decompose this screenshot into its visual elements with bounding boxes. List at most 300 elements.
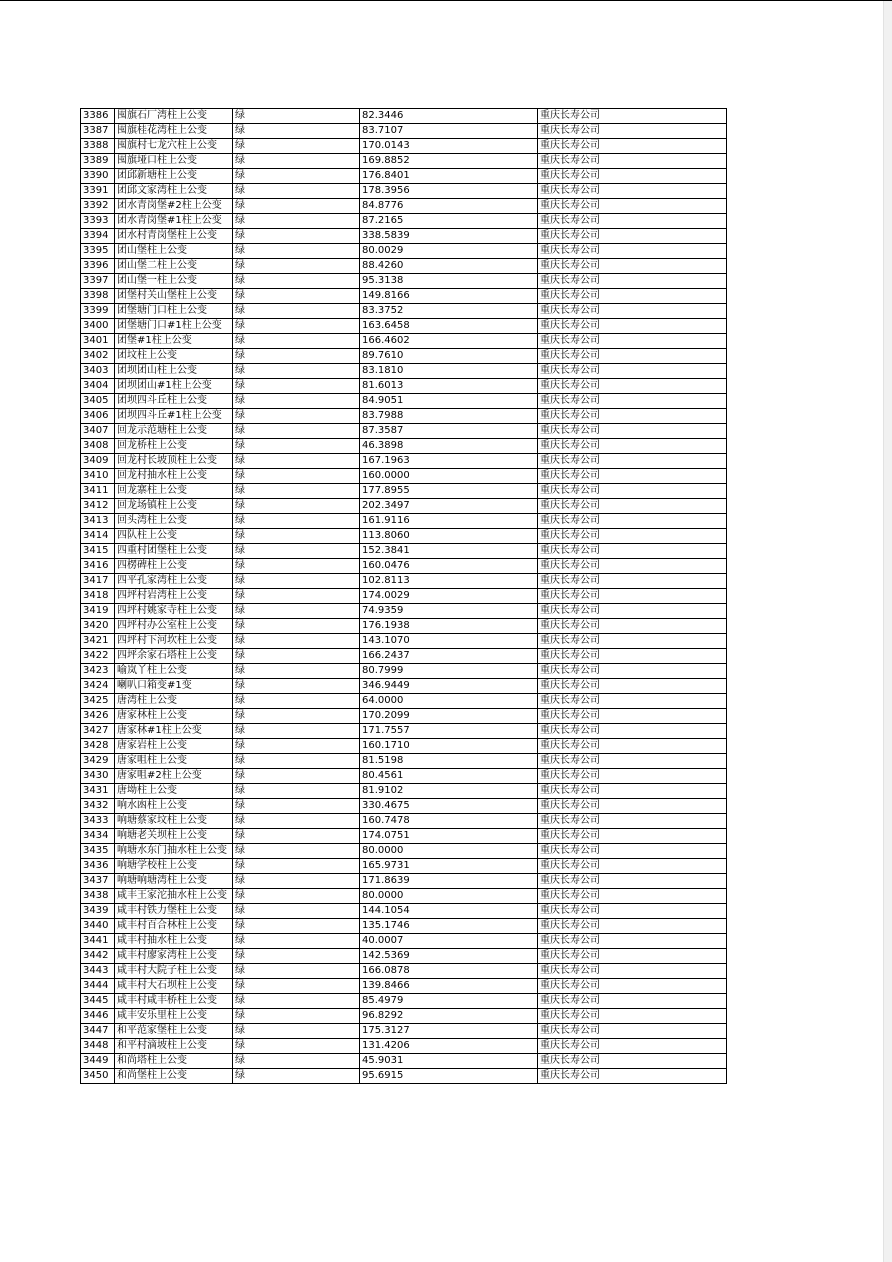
company-cell: 重庆长寿公司	[538, 334, 727, 349]
table-row	[81, 589, 727, 604]
load-value-cell: 45.9031	[360, 1054, 538, 1069]
station-name-cell: 响塘水东门抽水柱上公变	[115, 844, 233, 859]
row-number-cell: 3441	[81, 934, 115, 949]
station-name-cell: 四坪村办公室柱上公变	[115, 619, 233, 634]
table-row	[81, 469, 727, 484]
load-value-cell: 169.8852	[360, 154, 538, 169]
table-row	[81, 949, 727, 964]
company-cell: 重庆长寿公司	[538, 499, 727, 514]
load-value-cell: 160.1710	[360, 739, 538, 754]
status-cell: 绿	[233, 874, 360, 889]
load-value-cell: 89.7610	[360, 349, 538, 364]
row-number-cell: 3432	[81, 799, 115, 814]
station-name-cell: 回龙村抽水柱上公变	[115, 469, 233, 484]
load-value-cell: 160.0000	[360, 469, 538, 484]
company-cell: 重庆长寿公司	[538, 1054, 727, 1069]
station-name-cell: 咸丰村咸丰桥柱上公变	[115, 994, 233, 1009]
table-row	[81, 514, 727, 529]
station-name-cell: 四坪余家石塔柱上公变	[115, 649, 233, 664]
status-cell: 绿	[233, 709, 360, 724]
row-number-cell: 3386	[81, 109, 115, 124]
station-name-cell: 回龙寨柱上公变	[115, 484, 233, 499]
row-number-cell: 3389	[81, 154, 115, 169]
status-cell: 绿	[233, 964, 360, 979]
row-number-cell: 3400	[81, 319, 115, 334]
company-cell: 重庆长寿公司	[538, 634, 727, 649]
station-name-cell: 响塘学校柱上公变	[115, 859, 233, 874]
company-cell: 重庆长寿公司	[538, 469, 727, 484]
station-name-cell: 唐家林#1柱上公变	[115, 724, 233, 739]
company-cell: 重庆长寿公司	[538, 619, 727, 634]
load-value-cell: 170.0143	[360, 139, 538, 154]
status-cell: 绿	[233, 334, 360, 349]
company-cell: 重庆长寿公司	[538, 184, 727, 199]
status-cell: 绿	[233, 679, 360, 694]
station-name-cell: 囤旗石厂湾柱上公变	[115, 109, 233, 124]
table-row	[81, 214, 727, 229]
status-cell: 绿	[233, 1024, 360, 1039]
status-cell: 绿	[233, 694, 360, 709]
load-value-cell: 81.5198	[360, 754, 538, 769]
status-cell: 绿	[233, 1054, 360, 1069]
status-cell: 绿	[233, 544, 360, 559]
row-number-cell: 3434	[81, 829, 115, 844]
station-name-cell: 回龙村长坡顶柱上公变	[115, 454, 233, 469]
load-value-cell: 131.4206	[360, 1039, 538, 1054]
table-row	[81, 1054, 727, 1069]
company-cell: 重庆长寿公司	[538, 979, 727, 994]
row-number-cell: 3437	[81, 874, 115, 889]
station-name-cell: 喻岚丫柱上公变	[115, 664, 233, 679]
status-cell: 绿	[233, 289, 360, 304]
status-cell: 绿	[233, 784, 360, 799]
status-cell: 绿	[233, 649, 360, 664]
table-row	[81, 679, 727, 694]
table-body	[81, 109, 727, 1084]
station-name-cell: 团邱文家湾柱上公变	[115, 184, 233, 199]
row-number-cell: 3442	[81, 949, 115, 964]
row-number-cell: 3387	[81, 124, 115, 139]
row-number-cell: 3447	[81, 1024, 115, 1039]
status-cell: 绿	[233, 844, 360, 859]
company-cell: 重庆长寿公司	[538, 364, 727, 379]
company-cell: 重庆长寿公司	[538, 259, 727, 274]
table-row	[81, 919, 727, 934]
table-row	[81, 349, 727, 364]
load-value-cell: 64.0000	[360, 694, 538, 709]
station-name-cell: 唐湾柱上公变	[115, 694, 233, 709]
station-name-cell: 囤旗村七龙穴柱上公变	[115, 139, 233, 154]
table-row	[81, 799, 727, 814]
status-cell: 绿	[233, 214, 360, 229]
status-cell: 绿	[233, 184, 360, 199]
row-number-cell: 3402	[81, 349, 115, 364]
load-value-cell: 80.0000	[360, 844, 538, 859]
status-cell: 绿	[233, 799, 360, 814]
status-cell: 绿	[233, 979, 360, 994]
company-cell: 重庆长寿公司	[538, 154, 727, 169]
status-cell: 绿	[233, 919, 360, 934]
load-value-cell: 85.4979	[360, 994, 538, 1009]
company-cell: 重庆长寿公司	[538, 559, 727, 574]
company-cell: 重庆长寿公司	[538, 829, 727, 844]
load-value-cell: 166.2437	[360, 649, 538, 664]
load-value-cell: 80.7999	[360, 664, 538, 679]
load-value-cell: 338.5839	[360, 229, 538, 244]
table-row	[81, 409, 727, 424]
load-value-cell: 143.1070	[360, 634, 538, 649]
company-cell: 重庆长寿公司	[538, 994, 727, 1009]
status-cell: 绿	[233, 634, 360, 649]
load-value-cell: 174.0029	[360, 589, 538, 604]
load-value-cell: 81.6013	[360, 379, 538, 394]
table-row	[81, 379, 727, 394]
station-name-cell: 回龙场镇柱上公变	[115, 499, 233, 514]
station-name-cell: 囤旗垭口柱上公变	[115, 154, 233, 169]
table-row	[81, 1039, 727, 1054]
table-row	[81, 319, 727, 334]
load-value-cell: 46.3898	[360, 439, 538, 454]
table-row	[81, 979, 727, 994]
row-number-cell: 3430	[81, 769, 115, 784]
company-cell: 重庆长寿公司	[538, 424, 727, 439]
row-number-cell: 3388	[81, 139, 115, 154]
status-cell: 绿	[233, 589, 360, 604]
load-value-cell: 161.9116	[360, 514, 538, 529]
row-number-cell: 3399	[81, 304, 115, 319]
row-number-cell: 3397	[81, 274, 115, 289]
company-cell: 重庆长寿公司	[538, 319, 727, 334]
row-number-cell: 3450	[81, 1069, 115, 1084]
row-number-cell: 3445	[81, 994, 115, 1009]
row-number-cell: 3443	[81, 964, 115, 979]
station-name-cell: 团山堡一柱上公变	[115, 274, 233, 289]
row-number-cell: 3429	[81, 754, 115, 769]
table-row	[81, 904, 727, 919]
load-value-cell: 174.0751	[360, 829, 538, 844]
company-cell: 重庆长寿公司	[538, 859, 727, 874]
status-cell: 绿	[233, 1039, 360, 1054]
company-cell: 重庆长寿公司	[538, 109, 727, 124]
load-value-cell: 346.9449	[360, 679, 538, 694]
row-number-cell: 3407	[81, 424, 115, 439]
table-row	[81, 994, 727, 1009]
transformer-table	[80, 108, 727, 1084]
station-name-cell: 团坝四斗丘柱上公变	[115, 394, 233, 409]
station-name-cell: 囤旗桂花湾柱上公变	[115, 124, 233, 139]
row-number-cell: 3393	[81, 214, 115, 229]
station-name-cell: 四坪村岩湾柱上公变	[115, 589, 233, 604]
company-cell: 重庆长寿公司	[538, 604, 727, 619]
station-name-cell: 团堡#1柱上公变	[115, 334, 233, 349]
status-cell: 绿	[233, 934, 360, 949]
load-value-cell: 178.3956	[360, 184, 538, 199]
company-cell: 重庆长寿公司	[538, 439, 727, 454]
status-cell: 绿	[233, 259, 360, 274]
table-row	[81, 109, 727, 124]
status-cell: 绿	[233, 604, 360, 619]
status-cell: 绿	[233, 889, 360, 904]
table-row	[81, 304, 727, 319]
table-row	[81, 244, 727, 259]
station-name-cell: 和平村滴坡柱上公变	[115, 1039, 233, 1054]
table-row	[81, 649, 727, 664]
status-cell: 绿	[233, 364, 360, 379]
load-value-cell: 95.3138	[360, 274, 538, 289]
table-row	[81, 499, 727, 514]
station-name-cell: 咸丰安乐里柱上公变	[115, 1009, 233, 1024]
row-number-cell: 3417	[81, 574, 115, 589]
table-row	[81, 424, 727, 439]
status-cell: 绿	[233, 454, 360, 469]
company-cell: 重庆长寿公司	[538, 664, 727, 679]
row-number-cell: 3426	[81, 709, 115, 724]
company-cell: 重庆长寿公司	[538, 514, 727, 529]
company-cell: 重庆长寿公司	[538, 349, 727, 364]
row-number-cell: 3435	[81, 844, 115, 859]
row-number-cell: 3440	[81, 919, 115, 934]
company-cell: 重庆长寿公司	[538, 844, 727, 859]
station-name-cell: 和尚塔柱上公变	[115, 1054, 233, 1069]
row-number-cell: 3418	[81, 589, 115, 604]
load-value-cell: 166.0878	[360, 964, 538, 979]
station-name-cell: 唐家咀柱上公变	[115, 754, 233, 769]
station-name-cell: 团坝四斗丘#1柱上公变	[115, 409, 233, 424]
status-cell: 绿	[233, 814, 360, 829]
company-cell: 重庆长寿公司	[538, 274, 727, 289]
row-number-cell: 3401	[81, 334, 115, 349]
row-number-cell: 3436	[81, 859, 115, 874]
status-cell: 绿	[233, 379, 360, 394]
table-row	[81, 934, 727, 949]
company-cell: 重庆长寿公司	[538, 904, 727, 919]
company-cell: 重庆长寿公司	[538, 724, 727, 739]
row-number-cell: 3414	[81, 529, 115, 544]
station-name-cell: 回头湾柱上公变	[115, 514, 233, 529]
station-name-cell: 咸丰村铁力堡柱上公变	[115, 904, 233, 919]
load-value-cell: 330.4675	[360, 799, 538, 814]
station-name-cell: 团山堡柱上公变	[115, 244, 233, 259]
table-row	[81, 784, 727, 799]
station-name-cell: 四平孔家湾柱上公变	[115, 574, 233, 589]
company-cell: 重庆长寿公司	[538, 409, 727, 424]
load-value-cell: 102.8113	[360, 574, 538, 589]
row-number-cell: 3413	[81, 514, 115, 529]
row-number-cell: 3415	[81, 544, 115, 559]
load-value-cell: 171.7557	[360, 724, 538, 739]
station-name-cell: 咸丰村抽水柱上公变	[115, 934, 233, 949]
company-cell: 重庆长寿公司	[538, 709, 727, 724]
row-number-cell: 3427	[81, 724, 115, 739]
load-value-cell: 165.9731	[360, 859, 538, 874]
table-row	[81, 814, 727, 829]
company-cell: 重庆长寿公司	[538, 1024, 727, 1039]
status-cell: 绿	[233, 229, 360, 244]
row-number-cell: 3419	[81, 604, 115, 619]
status-cell: 绿	[233, 1009, 360, 1024]
station-name-cell: 四楞碑柱上公变	[115, 559, 233, 574]
load-value-cell: 166.4602	[360, 334, 538, 349]
table-row	[81, 559, 727, 574]
status-cell: 绿	[233, 424, 360, 439]
status-cell: 绿	[233, 109, 360, 124]
load-value-cell: 152.3841	[360, 544, 538, 559]
load-value-cell: 84.9051	[360, 394, 538, 409]
load-value-cell: 83.7988	[360, 409, 538, 424]
load-value-cell: 202.3497	[360, 499, 538, 514]
status-cell: 绿	[233, 409, 360, 424]
company-cell: 重庆长寿公司	[538, 874, 727, 889]
table-row	[81, 529, 727, 544]
status-cell: 绿	[233, 439, 360, 454]
status-cell: 绿	[233, 394, 360, 409]
status-cell: 绿	[233, 949, 360, 964]
page-scroll-edge	[883, 1, 892, 1262]
table-row	[81, 709, 727, 724]
load-value-cell: 87.2165	[360, 214, 538, 229]
company-cell: 重庆长寿公司	[538, 139, 727, 154]
company-cell: 重庆长寿公司	[538, 454, 727, 469]
load-value-cell: 96.8292	[360, 1009, 538, 1024]
load-value-cell: 139.8466	[360, 979, 538, 994]
load-value-cell: 95.6915	[360, 1069, 538, 1084]
load-value-cell: 160.0476	[360, 559, 538, 574]
status-cell: 绿	[233, 319, 360, 334]
status-cell: 绿	[233, 829, 360, 844]
company-cell: 重庆长寿公司	[538, 679, 727, 694]
row-number-cell: 3398	[81, 289, 115, 304]
station-name-cell: 团堡村关山堡柱上公变	[115, 289, 233, 304]
status-cell: 绿	[233, 739, 360, 754]
station-name-cell: 团坟柱上公变	[115, 349, 233, 364]
row-number-cell: 3420	[81, 619, 115, 634]
load-value-cell: 135.1746	[360, 919, 538, 934]
company-cell: 重庆长寿公司	[538, 574, 727, 589]
load-value-cell: 80.4561	[360, 769, 538, 784]
load-value-cell: 176.1938	[360, 619, 538, 634]
table-row	[81, 169, 727, 184]
table-row	[81, 724, 727, 739]
station-name-cell: 回龙桥柱上公变	[115, 439, 233, 454]
table-row	[81, 364, 727, 379]
company-cell: 重庆长寿公司	[538, 244, 727, 259]
status-cell: 绿	[233, 484, 360, 499]
status-cell: 绿	[233, 349, 360, 364]
status-cell: 绿	[233, 124, 360, 139]
station-name-cell: 和平范家堡柱上公变	[115, 1024, 233, 1039]
company-cell: 重庆长寿公司	[538, 289, 727, 304]
load-value-cell: 167.1963	[360, 454, 538, 469]
row-number-cell: 3416	[81, 559, 115, 574]
table-row	[81, 289, 727, 304]
load-value-cell: 80.0000	[360, 889, 538, 904]
company-cell: 重庆长寿公司	[538, 199, 727, 214]
row-number-cell: 3425	[81, 694, 115, 709]
page-top-border	[0, 0, 892, 1]
station-name-cell: 四队柱上公变	[115, 529, 233, 544]
station-name-cell: 咸丰村大石坝柱上公变	[115, 979, 233, 994]
company-cell: 重庆长寿公司	[538, 484, 727, 499]
load-value-cell: 142.5369	[360, 949, 538, 964]
row-number-cell: 3423	[81, 664, 115, 679]
row-number-cell: 3428	[81, 739, 115, 754]
company-cell: 重庆长寿公司	[538, 529, 727, 544]
row-number-cell: 3446	[81, 1009, 115, 1024]
status-cell: 绿	[233, 529, 360, 544]
company-cell: 重庆长寿公司	[538, 964, 727, 979]
table-row	[81, 139, 727, 154]
table-row	[81, 769, 727, 784]
table-row	[81, 1009, 727, 1024]
row-number-cell: 3421	[81, 634, 115, 649]
table-row	[81, 829, 727, 844]
table-row	[81, 259, 727, 274]
table-row	[81, 634, 727, 649]
status-cell: 绿	[233, 469, 360, 484]
status-cell: 绿	[233, 199, 360, 214]
load-value-cell: 74.9359	[360, 604, 538, 619]
station-name-cell: 咸丰村廖家湾柱上公变	[115, 949, 233, 964]
station-name-cell: 唐坳柱上公变	[115, 784, 233, 799]
company-cell: 重庆长寿公司	[538, 1039, 727, 1054]
company-cell: 重庆长寿公司	[538, 769, 727, 784]
row-number-cell: 3433	[81, 814, 115, 829]
station-name-cell: 咸丰村大院子柱上公变	[115, 964, 233, 979]
status-cell: 绿	[233, 769, 360, 784]
company-cell: 重庆长寿公司	[538, 589, 727, 604]
table-row	[81, 199, 727, 214]
table-row	[81, 619, 727, 634]
status-cell: 绿	[233, 994, 360, 1009]
status-cell: 绿	[233, 619, 360, 634]
table-row	[81, 1024, 727, 1039]
company-cell: 重庆长寿公司	[538, 169, 727, 184]
company-cell: 重庆长寿公司	[538, 214, 727, 229]
table-row	[81, 124, 727, 139]
status-cell: 绿	[233, 499, 360, 514]
table-row	[81, 754, 727, 769]
company-cell: 重庆长寿公司	[538, 124, 727, 139]
row-number-cell: 3449	[81, 1054, 115, 1069]
status-cell: 绿	[233, 244, 360, 259]
status-cell: 绿	[233, 904, 360, 919]
company-cell: 重庆长寿公司	[538, 544, 727, 559]
company-cell: 重庆长寿公司	[538, 229, 727, 244]
station-name-cell: 喇叭口箱变#1变	[115, 679, 233, 694]
status-cell: 绿	[233, 274, 360, 289]
company-cell: 重庆长寿公司	[538, 649, 727, 664]
load-value-cell: 83.7107	[360, 124, 538, 139]
station-name-cell: 团山堡二柱上公变	[115, 259, 233, 274]
company-cell: 重庆长寿公司	[538, 1009, 727, 1024]
load-value-cell: 82.3446	[360, 109, 538, 124]
station-name-cell: 响水凼柱上公变	[115, 799, 233, 814]
table-row	[81, 664, 727, 679]
status-cell: 绿	[233, 514, 360, 529]
station-name-cell: 咸丰王家沱抽水柱上公变	[115, 889, 233, 904]
row-number-cell: 3394	[81, 229, 115, 244]
row-number-cell: 3404	[81, 379, 115, 394]
station-name-cell: 响塘响塘湾柱上公变	[115, 874, 233, 889]
row-number-cell: 3403	[81, 364, 115, 379]
load-value-cell: 177.8955	[360, 484, 538, 499]
station-name-cell: 唐家林柱上公变	[115, 709, 233, 724]
table-row	[81, 1069, 727, 1084]
row-number-cell: 3390	[81, 169, 115, 184]
table-row	[81, 739, 727, 754]
status-cell: 绿	[233, 154, 360, 169]
status-cell: 绿	[233, 139, 360, 154]
